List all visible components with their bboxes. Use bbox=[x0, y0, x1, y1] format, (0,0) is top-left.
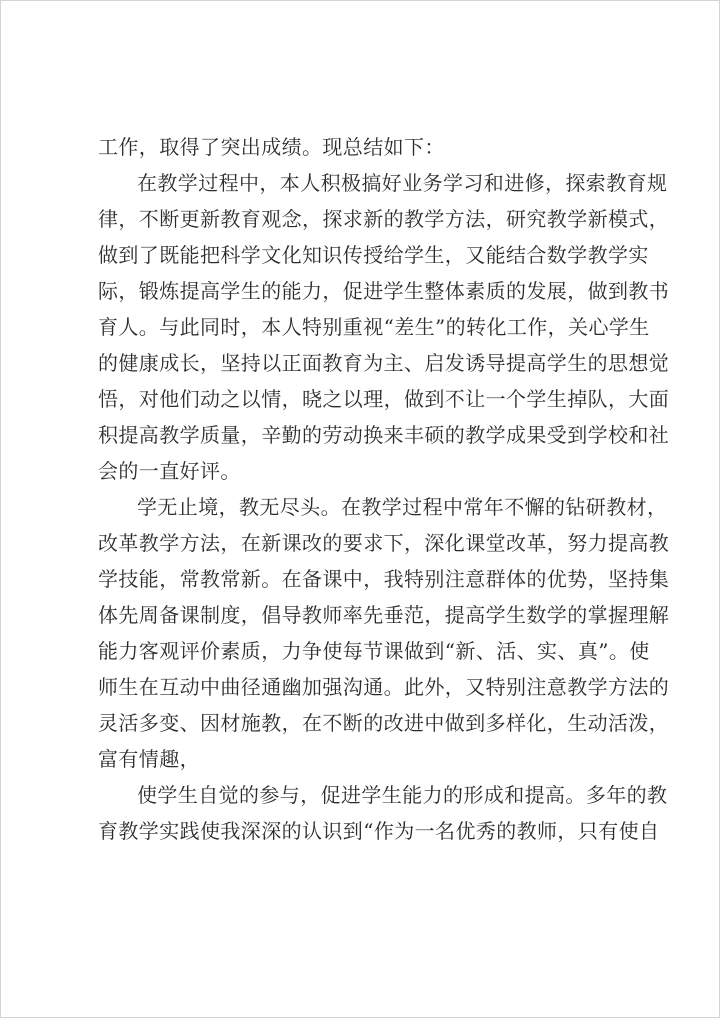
text-line: 的健康成长，坚持以正面教育为主、启发诱导提高学生的思想觉 bbox=[98, 351, 670, 375]
document-body bbox=[98, 129, 670, 849]
text-line: 灵活多变、因材施教，在不断的改进中做到多样化，生动活泼， bbox=[98, 711, 670, 735]
text-line: 会的一直好评。 bbox=[98, 459, 241, 483]
text-line: 律，不断更新教育观念，探求新的教学方法，研究教学新模式， bbox=[98, 207, 670, 231]
text-line: 悟，对他们动之以情，晓之以理，做到不让一个学生掉队，大面 bbox=[98, 387, 670, 411]
text-line: 师生在互动中曲径通幽加强沟通。此外，又特别注意教学方法的 bbox=[98, 675, 670, 699]
text-line: 使学生自觉的参与，促进学生能力的形成和提高。多年的教 bbox=[137, 783, 668, 807]
text-line: 工作，取得了突出成绩。现总结如下： bbox=[98, 135, 445, 159]
text-line: 在教学过程中，本人积极搞好业务学习和进修，探索教育规 bbox=[137, 171, 668, 195]
text-line: 积提高教学质量，辛勤的劳动换来丰硕的教学成果受到学校和社 bbox=[98, 423, 670, 447]
text-line: 学无止境，教无尽头。在教学过程中常年不懈的钻研教材， bbox=[137, 495, 668, 519]
text-line: 做到了既能把科学文化知识传授给学生，又能结合数学教学实 bbox=[98, 243, 649, 267]
text-line: 育教学实践使我深深的认识到“作为一名优秀的教师，只有使自 bbox=[98, 819, 660, 843]
text-line: 育人。与此同时，本人特别重视“差生”的转化工作，关心学生 bbox=[98, 315, 650, 339]
text-line: 改革教学方法，在新课改的要求下，深化课堂改革，努力提高教 bbox=[98, 531, 670, 555]
text-line: 能力客观评价素质，力争使每节课做到“新、活、实、真”。使 bbox=[98, 639, 650, 663]
text-line: 富有情趣， bbox=[98, 747, 200, 771]
text-line: 学技能，常教常新。在备课中，我特别注意群体的优势，坚持集 bbox=[98, 567, 670, 591]
text-line: 体先周备课制度，倡导教师率先垂范，提高学生数学的掌握理解 bbox=[98, 603, 670, 627]
text-line: 际，锻炼提高学生的能力，促进学生整体素质的发展，做到教书 bbox=[98, 279, 670, 303]
